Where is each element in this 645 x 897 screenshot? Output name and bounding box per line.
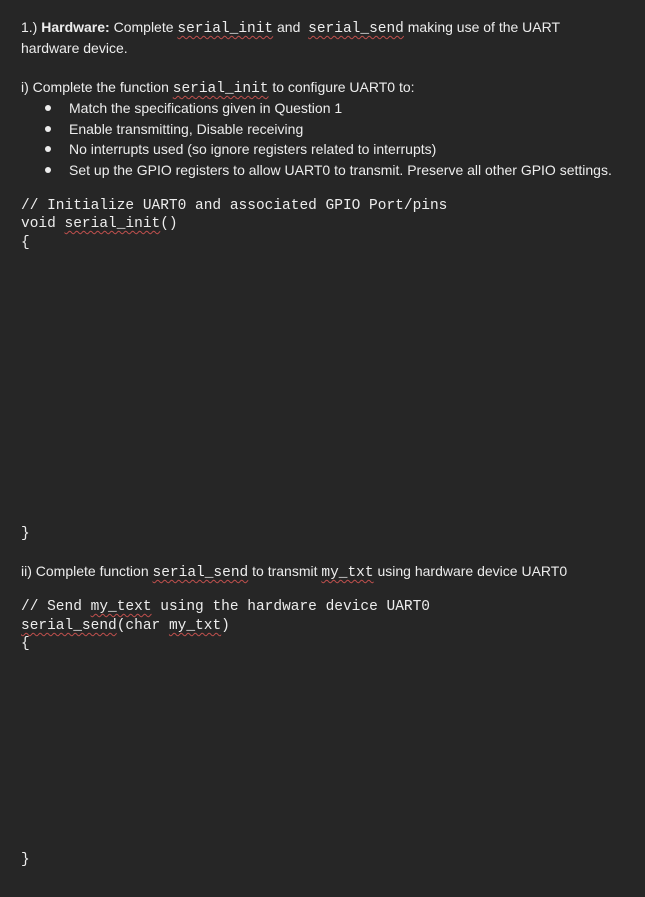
bullet-item: No interrupts used (so ignore registers related to interrupts) [69,141,437,157]
sub-ii-lead: ii) Complete function [21,563,149,579]
sub-ii-mid: to transmit [252,563,318,579]
code2-sig-close: ) [221,618,230,634]
code2-close-brace: } [21,852,30,868]
sub-i-lead: i) Complete the function [21,79,169,95]
bullet-dot [45,105,51,111]
code2-signature [21,618,230,634]
code2-sig-open: (char [116,618,161,634]
sub-i-prompt [21,79,415,97]
code2-comment-var: my_text [90,599,152,615]
sub-ii-prompt [21,563,567,581]
part1-line2: hardware device. [21,40,128,56]
code2-comment-b: using the hardware device UART0 [160,599,430,615]
bullet-dot [45,126,51,132]
bullet-item: Set up the GPIO registers to allow UART0 to transmit. Preserve all other GPIO settings. [69,162,612,178]
part1-text-c: making use of the UART [407,19,561,35]
bullet-item: Match the specifications given in Question 1 [69,100,343,116]
code1-open-brace: { [21,235,30,251]
part1-line1 [21,19,560,37]
code1-comment: // Initialize UART0 and associated GPIO Port/pins [21,198,448,214]
bullet-item: Enable transmitting, Disable receiving [69,121,304,137]
code2-comment-a: // Send [21,599,82,615]
bullet-dot [45,167,51,173]
sub-ii-var: my_txt [321,565,374,581]
code2-open-brace: { [21,636,30,652]
sub-i-tail: to configure UART0 to: [272,79,415,95]
part1-text-b: and [277,19,301,35]
fn-serial-send-ref: serial_send [308,21,404,37]
code2-sig-name: serial_send [21,618,117,634]
bullet-dot [45,146,51,152]
code1-close-brace: } [21,526,30,542]
code1-sig-name: serial_init [64,216,161,232]
sub-ii-fn: serial_send [152,565,249,581]
sub-i-fn: serial_init [172,81,269,97]
part1-number: 1.) [21,19,38,35]
code1-sig-parens: () [160,216,178,232]
code1-sig-type: void [21,216,56,232]
sub-ii-tail: using hardware device UART0 [377,563,568,579]
fn-serial-init-ref: serial_init [177,21,274,37]
part1-heading: Hardware: [41,19,110,35]
code2-sig-var: my_txt [168,618,222,634]
code1-signature [21,216,178,232]
code2-comment [21,599,430,615]
part1-text-a: Complete [113,19,174,35]
